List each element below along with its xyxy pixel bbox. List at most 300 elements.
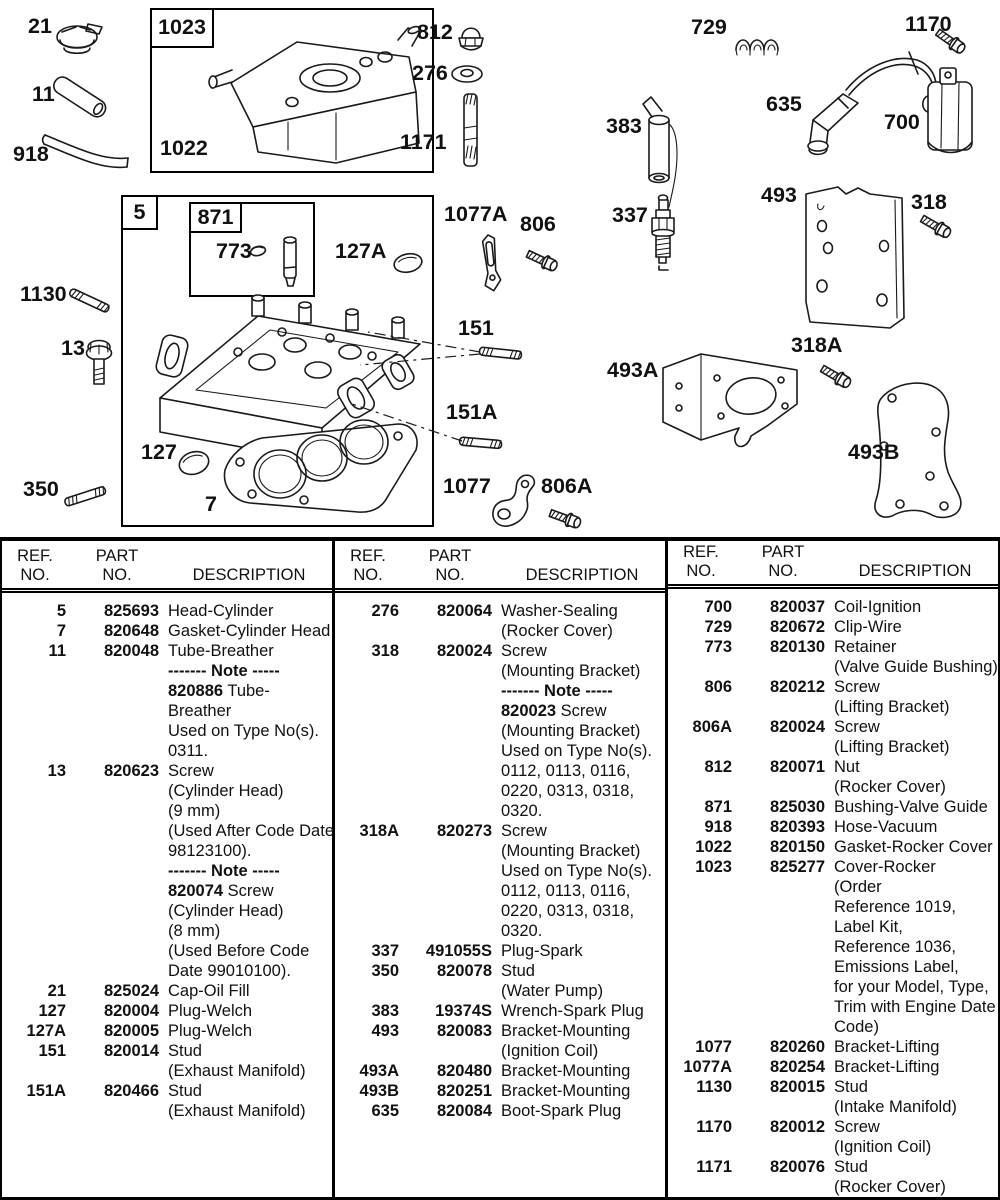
- part-row: [668, 637, 998, 657]
- description: Boot-Spark Plug: [501, 1102, 622, 1120]
- part-label-493B: 493B: [848, 440, 900, 464]
- part-no: [408, 1041, 492, 1061]
- part-no: [741, 897, 825, 917]
- ref-no: [4, 801, 66, 821]
- part-row: [2, 601, 332, 621]
- part-no: [741, 1137, 825, 1157]
- part-no: [75, 941, 159, 961]
- description: (Rocker Cover): [834, 1178, 946, 1196]
- ref-no: [4, 661, 66, 681]
- description: Stud: [168, 1082, 202, 1100]
- part-row: [2, 681, 332, 701]
- mounting-bracket-493a-drawing: [663, 354, 797, 447]
- part-row: [668, 977, 998, 997]
- description: Stud: [168, 1042, 202, 1060]
- ref-no: [4, 921, 66, 941]
- description-header: DESCRIPTION: [858, 562, 972, 580]
- part-no: [408, 721, 492, 741]
- ref-no: [337, 881, 399, 901]
- part-no: [75, 1061, 159, 1081]
- description: Bracket-Mounting: [501, 1082, 631, 1100]
- part-no: 825030: [769, 798, 825, 816]
- part-label-871: 871: [189, 202, 242, 233]
- ref-no: [4, 941, 66, 961]
- ref-no: 493A: [359, 1062, 399, 1080]
- part-no: 820130: [769, 638, 825, 656]
- part-no: 820005: [103, 1022, 159, 1040]
- part-row: [2, 841, 332, 861]
- description: (Ignition Coil): [834, 1138, 932, 1156]
- ref-no: 773: [704, 638, 732, 656]
- part-row: [668, 737, 998, 757]
- part-no: 820466: [103, 1082, 159, 1100]
- part-row: [335, 881, 665, 901]
- part-no: [408, 981, 492, 1001]
- description: ------- Note -----: [168, 862, 280, 880]
- part-no: 820014: [103, 1042, 159, 1060]
- ref-no: 151A: [26, 1082, 66, 1100]
- part-no: [741, 877, 825, 897]
- part-row: [335, 801, 665, 821]
- part-row: [668, 1157, 998, 1177]
- part-label-151: 151: [458, 316, 494, 340]
- part-no: 820273: [436, 822, 492, 840]
- exploded-parts-diagram: [0, 0, 1000, 537]
- ref-no: [4, 781, 66, 801]
- spark-plug-wrench-drawing: [643, 97, 677, 207]
- part-label-918: 918: [13, 142, 49, 166]
- part-no: [741, 737, 825, 757]
- description: Bracket-Mounting: [501, 1022, 631, 1040]
- ref-no: 812: [704, 758, 732, 776]
- part-row: [335, 661, 665, 681]
- part-label-276: 276: [412, 61, 448, 85]
- part-row: [2, 641, 332, 661]
- description: 820023 Screw: [501, 702, 607, 720]
- column-body: [2, 593, 332, 1121]
- welch-plug-drawing: [176, 448, 211, 478]
- cylinder-head-screw-drawing: [87, 341, 112, 385]
- description: 0320.: [501, 802, 543, 820]
- part-row: [2, 741, 332, 761]
- part-no: 825693: [103, 602, 159, 620]
- ref-no: 493: [371, 1022, 399, 1040]
- part-row: [2, 921, 332, 941]
- part-row: [668, 677, 998, 697]
- part-label-151A: 151A: [446, 400, 498, 424]
- part-no: [408, 681, 492, 701]
- description: Screw: [501, 822, 547, 840]
- part-no: [75, 801, 159, 821]
- description: Clip-Wire: [834, 618, 902, 636]
- part-no: [75, 881, 159, 901]
- ref-no-header: REF. NO.: [683, 543, 719, 580]
- part-no: [741, 657, 825, 677]
- ref-no: 1023: [695, 858, 732, 876]
- description: (Used After Code Date: [168, 822, 334, 840]
- description: ------- Note -----: [168, 662, 280, 680]
- description: Used on Type No(s).: [501, 862, 653, 880]
- description: Coil-Ignition: [834, 598, 922, 616]
- ref-no: [337, 621, 399, 641]
- part-no: 825024: [103, 982, 159, 1000]
- part-row: [668, 1097, 998, 1117]
- part-row: [335, 761, 665, 781]
- ref-no: 700: [704, 598, 732, 616]
- part-row: [2, 881, 332, 901]
- ref-no: 729: [704, 618, 732, 636]
- part-row: [668, 817, 998, 837]
- description: Plug-Welch: [168, 1022, 253, 1040]
- part-row: [335, 1041, 665, 1061]
- part-label-318A: 318A: [791, 333, 843, 357]
- part-row: [668, 757, 998, 777]
- ref-no: [4, 861, 66, 881]
- part-row: [2, 1021, 332, 1041]
- description: Bracket-Mounting: [501, 1062, 631, 1080]
- ref-no: [670, 997, 732, 1017]
- ref-no: [4, 701, 66, 721]
- ref-no: 11: [48, 642, 66, 660]
- ref-no: [4, 681, 66, 701]
- ref-no: [4, 1101, 66, 1121]
- part-row: [2, 801, 332, 821]
- description: 0112, 0113, 0116,: [501, 762, 631, 780]
- ref-no: 493B: [359, 1082, 399, 1100]
- part-no: [741, 917, 825, 937]
- part-no: [75, 681, 159, 701]
- intake-manifold-stud-drawing: [69, 288, 110, 313]
- part-no: 19374S: [435, 1002, 492, 1020]
- part-row: [335, 601, 665, 621]
- ref-no: 276: [371, 602, 399, 620]
- part-row: [335, 1101, 665, 1121]
- part-label-5: 5: [121, 195, 158, 230]
- part-label-493: 493: [761, 183, 797, 207]
- part-row: [2, 1041, 332, 1061]
- parts-column-2: [335, 541, 668, 1197]
- description: Reference 1036,: [834, 938, 957, 956]
- description: Code): [834, 1018, 879, 1036]
- sealing-washer-drawing: [452, 66, 482, 82]
- part-row: [2, 861, 332, 881]
- ref-no: [337, 981, 399, 1001]
- description: (Rocker Cover): [834, 778, 946, 796]
- column-body: [335, 593, 665, 1121]
- part-row: [668, 937, 998, 957]
- ref-no: 5: [56, 602, 66, 620]
- description: Wrench-Spark Plug: [501, 1002, 644, 1020]
- part-row: [2, 721, 332, 741]
- rocker-nut-drawing: [459, 28, 483, 50]
- part-label-806: 806: [520, 212, 556, 236]
- part-row: [335, 621, 665, 641]
- description: Stud: [834, 1158, 868, 1176]
- valve-guide-retainer-drawing: [250, 245, 267, 257]
- ref-no: [670, 737, 732, 757]
- description: (Water Pump): [501, 982, 604, 1000]
- description: (Used Before Code: [168, 942, 310, 960]
- ref-no: [337, 841, 399, 861]
- part-no: [741, 1177, 825, 1197]
- column-body: [668, 589, 998, 1197]
- spark-plug-boot-and-wire-drawing: [808, 52, 936, 154]
- ref-no: 1170: [696, 1118, 732, 1136]
- part-no: [75, 861, 159, 881]
- part-label-1077: 1077: [443, 474, 491, 498]
- description: Breather: [168, 702, 232, 720]
- description: (Exhaust Manifold): [168, 1062, 306, 1080]
- part-label-11: 11: [32, 82, 55, 106]
- part-no: 820260: [769, 1038, 825, 1056]
- part-row: [2, 1001, 332, 1021]
- lifting-bracket-drawing: [493, 475, 534, 526]
- part-row: [668, 1117, 998, 1137]
- part-row: [668, 1137, 998, 1157]
- ref-no: [337, 681, 399, 701]
- ref-no: 383: [371, 1002, 399, 1020]
- description-header: DESCRIPTION: [525, 566, 639, 584]
- part-row: [335, 1001, 665, 1021]
- ref-no: [337, 721, 399, 741]
- description: Cover-Rocker: [834, 858, 936, 876]
- part-label-700: 700: [884, 110, 920, 134]
- part-no: [408, 701, 492, 721]
- ref-no: 127A: [26, 1022, 66, 1040]
- ref-no: 1130: [696, 1078, 732, 1096]
- mounting-bracket-screw-a-drawing: [819, 363, 853, 391]
- part-no: 820024: [436, 642, 492, 660]
- description: 0220, 0313, 0318,: [501, 902, 635, 920]
- part-row: [2, 1081, 332, 1101]
- description: (Mounting Bracket): [501, 842, 641, 860]
- ref-no: 871: [704, 798, 732, 816]
- part-label-350: 350: [23, 477, 59, 501]
- description: Stud: [834, 1078, 868, 1096]
- part-row: [668, 1077, 998, 1097]
- ref-no: [337, 741, 399, 761]
- part-no: 820393: [769, 818, 825, 836]
- part-row: [335, 861, 665, 881]
- description: Hose-Vacuum: [834, 818, 938, 836]
- water-pump-stud-drawing: [64, 486, 106, 507]
- description: Stud: [501, 962, 535, 980]
- ref-no: [670, 1097, 732, 1117]
- description: Nut: [834, 758, 860, 776]
- ref-no: [4, 721, 66, 741]
- part-no: 820083: [436, 1022, 492, 1040]
- part-no: 820012: [769, 1118, 825, 1136]
- part-row: [2, 941, 332, 961]
- description: (Ignition Coil): [501, 1042, 599, 1060]
- part-row: [2, 761, 332, 781]
- part-no: [408, 781, 492, 801]
- part-no: [741, 937, 825, 957]
- description: (Intake Manifold): [834, 1098, 957, 1116]
- part-row: [335, 1081, 665, 1101]
- ref-no: 21: [47, 982, 66, 1000]
- part-row: [668, 597, 998, 617]
- ref-no: [4, 961, 66, 981]
- ref-no: [337, 901, 399, 921]
- description: 98123100).: [168, 842, 252, 860]
- description: (Cylinder Head): [168, 902, 284, 920]
- lifting-bracket-a-drawing: [480, 234, 502, 291]
- part-row: [335, 921, 665, 941]
- part-no: 820076: [769, 1158, 825, 1176]
- part-row: [2, 661, 332, 681]
- part-no: [408, 841, 492, 861]
- breather-tube-drawing: [51, 74, 109, 120]
- part-no-header: PART NO.: [95, 547, 139, 584]
- exhaust-manifold-stud-a-drawing: [459, 437, 502, 449]
- part-no: [75, 901, 159, 921]
- part-label-7: 7: [205, 492, 217, 516]
- part-row: [2, 981, 332, 1001]
- description: Bushing-Valve Guide: [834, 798, 988, 816]
- ref-no: 806: [704, 678, 732, 696]
- ref-no: [670, 1137, 732, 1157]
- part-no: [408, 801, 492, 821]
- part-row: [668, 797, 998, 817]
- description: (Cylinder Head): [168, 782, 284, 800]
- part-no: 820480: [436, 1062, 492, 1080]
- part-no: [408, 741, 492, 761]
- parts-table: [0, 537, 1000, 1200]
- description: Emissions Label,: [834, 958, 959, 976]
- parts-column-1: [2, 541, 335, 1197]
- description: Gasket-Rocker Cover: [834, 838, 993, 856]
- part-row: [668, 957, 998, 977]
- part-row: [668, 657, 998, 677]
- part-row: [668, 1177, 998, 1197]
- ref-no: [670, 1017, 732, 1037]
- ref-no: 337: [371, 942, 399, 960]
- part-no: 825277: [769, 858, 825, 876]
- description: 0112, 0113, 0116,: [501, 882, 631, 900]
- part-label-127A: 127A: [335, 239, 387, 263]
- wire-clip-drawing: [736, 40, 778, 55]
- ref-no: [4, 881, 66, 901]
- part-no: [408, 661, 492, 681]
- part-no: [75, 661, 159, 681]
- part-no: 820672: [769, 618, 825, 636]
- description: 820074 Screw: [168, 882, 274, 900]
- lifting-bracket-screw-a-drawing: [548, 507, 582, 531]
- description: Bracket-Lifting: [834, 1058, 940, 1076]
- part-no: 820212: [769, 678, 825, 696]
- part-no: [75, 721, 159, 741]
- ref-no: 350: [371, 962, 399, 980]
- description: Used on Type No(s).: [501, 742, 653, 760]
- exhaust-manifold-stud-drawing: [479, 347, 522, 359]
- description: Screw: [501, 642, 547, 660]
- part-label-729: 729: [691, 15, 727, 39]
- description: (8 mm): [168, 922, 221, 940]
- description: (Exhaust Manifold): [168, 1102, 306, 1120]
- description: (9 mm): [168, 802, 221, 820]
- description: 820886 Tube-: [168, 682, 270, 700]
- description: Gasket-Cylinder Head: [168, 622, 331, 640]
- description: Cap-Oil Fill: [168, 982, 250, 1000]
- part-label-1171: 1171: [400, 130, 447, 154]
- part-row: [668, 917, 998, 937]
- description: for your Model, Type,: [834, 978, 989, 996]
- part-row: [2, 701, 332, 721]
- part-no: [741, 1017, 825, 1037]
- part-row: [668, 1037, 998, 1057]
- part-no: [75, 961, 159, 981]
- part-no: [741, 1097, 825, 1117]
- ref-no: [337, 921, 399, 941]
- part-no: 820150: [769, 838, 825, 856]
- description: Date 99010100).: [168, 962, 291, 980]
- part-no: [408, 921, 492, 941]
- part-row: [2, 781, 332, 801]
- description: Screw: [168, 762, 214, 780]
- ref-no: [4, 1061, 66, 1081]
- spark-plug-drawing: [652, 195, 674, 270]
- part-row: [335, 841, 665, 861]
- part-no: 820251: [436, 1082, 492, 1100]
- part-label-127: 127: [141, 440, 177, 464]
- part-no-header: PART NO.: [428, 547, 472, 584]
- description: (Valve Guide Bushing): [834, 658, 998, 676]
- part-row: [335, 681, 665, 701]
- ref-no: [670, 977, 732, 997]
- ref-no: 1022: [695, 838, 732, 856]
- ref-no: 1077: [695, 1038, 732, 1056]
- part-row: [2, 1101, 332, 1121]
- part-no: [741, 997, 825, 1017]
- ref-no: [670, 777, 732, 797]
- part-row: [335, 961, 665, 981]
- ref-no: 1077A: [683, 1058, 732, 1076]
- part-row: [335, 741, 665, 761]
- part-row: [668, 877, 998, 897]
- part-label-773: 773: [216, 239, 252, 263]
- rocker-cover-drawing: [209, 25, 421, 163]
- oil-fill-cap-drawing: [57, 24, 102, 53]
- column-header: [335, 541, 665, 593]
- ref-no: 7: [56, 622, 66, 640]
- part-no: [75, 841, 159, 861]
- part-no: 820623: [103, 762, 159, 780]
- part-no: [408, 881, 492, 901]
- description: Used on Type No(s).: [168, 722, 320, 740]
- part-label-1130: 1130: [20, 282, 67, 306]
- part-no-header: PART NO.: [761, 543, 805, 580]
- part-row: [668, 857, 998, 877]
- description: (Mounting Bracket): [501, 722, 641, 740]
- part-label-13: 13: [61, 336, 85, 360]
- description: 0320.: [501, 922, 543, 940]
- ref-no: [670, 917, 732, 937]
- part-row: [668, 837, 998, 857]
- description: Head-Cylinder: [168, 602, 274, 620]
- ref-no: [4, 821, 66, 841]
- column-header: [668, 541, 998, 589]
- part-row: [668, 1017, 998, 1037]
- description: Tube-Breather: [168, 642, 274, 660]
- part-no: 820004: [103, 1002, 159, 1020]
- part-label-493A: 493A: [607, 358, 659, 382]
- ref-no: [337, 761, 399, 781]
- part-row: [668, 997, 998, 1017]
- ref-no: [4, 741, 66, 761]
- part-row: [335, 1021, 665, 1041]
- ref-no: 318: [371, 642, 399, 660]
